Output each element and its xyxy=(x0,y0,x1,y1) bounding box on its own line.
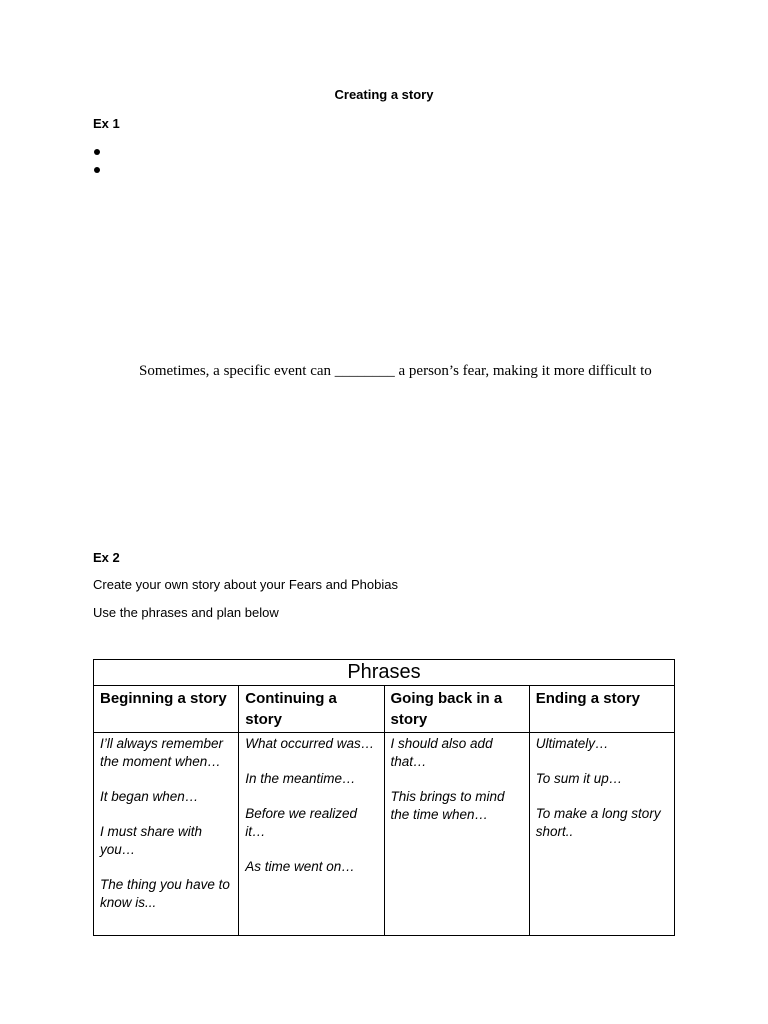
table-header-row xyxy=(94,686,675,733)
table-cell xyxy=(239,733,384,936)
table-cell xyxy=(529,733,674,936)
phrase: To make a long story short.. xyxy=(535,806,661,839)
column-header: Ending a story xyxy=(529,686,674,733)
page-title: Creating a story xyxy=(334,87,434,102)
table-row xyxy=(94,733,675,936)
table-cell xyxy=(384,733,529,936)
phrase: It began when… xyxy=(100,789,199,804)
exercise-1-bullet-list xyxy=(92,142,100,178)
phrase: I must share with you… xyxy=(100,824,203,857)
column-header: Going back in a story xyxy=(384,686,529,733)
bullet-icon xyxy=(94,167,100,173)
phrase: Before we realized it… xyxy=(245,806,358,839)
table-title: Phrases xyxy=(94,660,675,686)
exercise-2-label: Ex 2 xyxy=(93,550,120,565)
column-header: Continuing a story xyxy=(239,686,384,733)
table-cell xyxy=(94,733,239,936)
phrase: To sum it up… xyxy=(535,771,623,786)
exercise-1-label: Ex 1 xyxy=(93,116,120,131)
phrase: I should also add that… xyxy=(390,736,493,769)
phrase: I’ll always remember the moment when… xyxy=(100,736,224,769)
phrase: As time went on… xyxy=(245,859,355,874)
column-header: Beginning a story xyxy=(94,686,239,733)
phrase: In the meantime… xyxy=(245,771,356,786)
phrase: Ultimately… xyxy=(535,736,609,751)
phrase: This brings to mind the time when… xyxy=(390,789,505,822)
exercise-2-instruction: Create your own story about your Fears and Phobias xyxy=(93,577,398,592)
phrase: What occurred was… xyxy=(245,736,375,751)
list-item xyxy=(92,160,100,178)
phrase: The thing you have to know is... xyxy=(100,877,230,910)
gap-fill-sentence: Sometimes, a specific event can ________ a person’s fear, making it more difficult to xyxy=(139,363,652,379)
phrases-table xyxy=(93,659,675,936)
list-item xyxy=(92,142,100,160)
exercise-2-subinstruction: Use the phrases and plan below xyxy=(93,605,279,620)
bullet-icon xyxy=(94,149,100,155)
